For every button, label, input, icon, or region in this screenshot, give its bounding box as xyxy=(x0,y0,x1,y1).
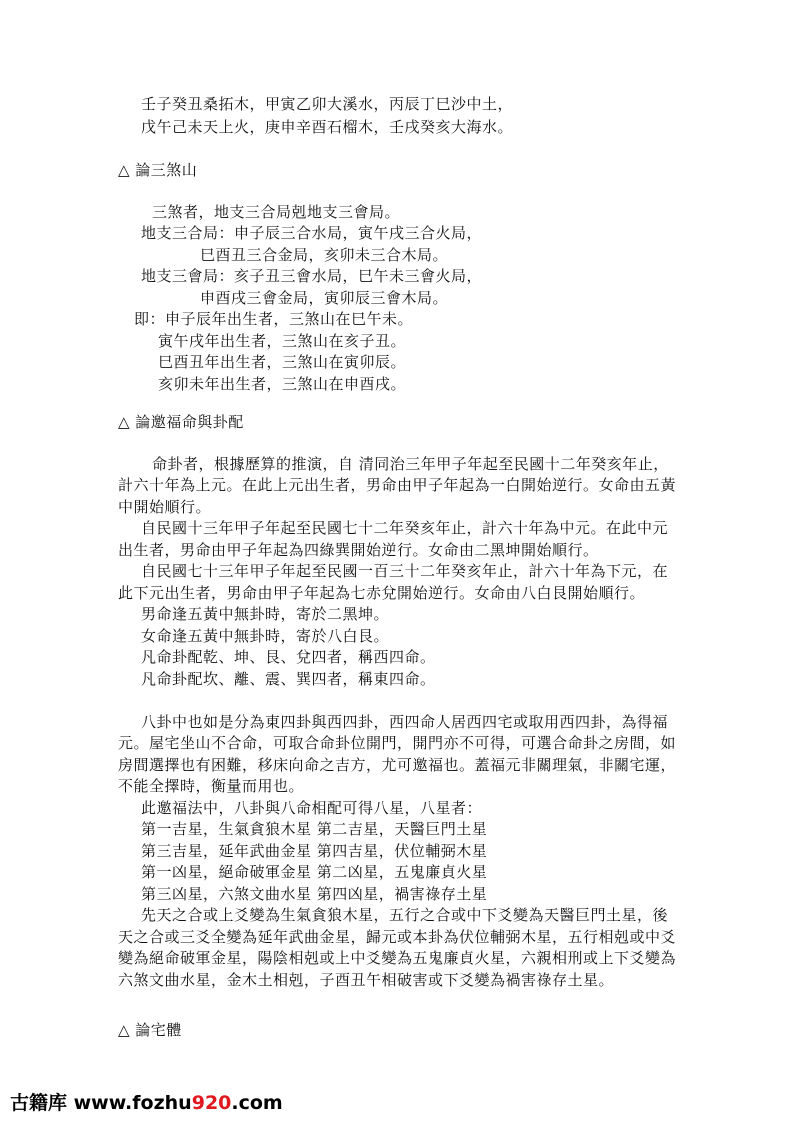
text-line: 六煞文曲水星，金木土相剋，子酉丑午相破害或下爻變為禍害祿存土星。 xyxy=(118,971,615,989)
text-line: 壬子癸丑桑拓木，甲寅乙卯大溪水，丙辰丁巳沙中土， xyxy=(141,95,514,113)
text-line: 此邀福法中，八卦與八命相配可得八星，八星者： xyxy=(141,799,483,817)
text-line: 地支三合局：申子辰三合水局，寅午戌三合火局， xyxy=(141,224,483,242)
text-line: 出生者，男命由甲子年起為四綠巽開始逆行。女命由二黑坤開始順行。 xyxy=(118,541,599,559)
text-line: 先天之合或上爻變為生氣貪狼木星，五行之合或中下爻變為天醫巨門土星，後 xyxy=(141,906,669,924)
site-watermark xyxy=(10,1088,283,1115)
text-line: 凡命卦配乾、坤、艮、兌四者，稱西四命。 xyxy=(141,648,436,666)
text-line: 此下元出生者，男命由甲子年起為七赤兌開始逆行。女命由八白艮開始順行。 xyxy=(118,584,646,602)
text-line: 申酉戌三會金局，寅卯辰三會木局。 xyxy=(200,289,449,307)
text-line: 亥卯未年出生者，三煞山在申酉戌。 xyxy=(158,375,407,393)
text-line: 變為絕命破軍金星，陽陰相剋或上中爻變為五鬼廉貞火星，六親相刑或上下爻變為 xyxy=(118,949,677,967)
text-line: 不能全擇時，衡量而用也。 xyxy=(118,777,305,795)
text-line: 巳酉丑年出生者，三煞山在寅卯辰。 xyxy=(158,353,407,371)
text-line: 自民國十三年甲子年起至民國七十二年癸亥年止，計六十年為中元。在此中元 xyxy=(141,519,669,537)
section-heading: △ 論三煞山 xyxy=(118,161,198,179)
watermark-number: 920 xyxy=(191,1092,232,1114)
text-line: 戊午己未天上火，庚申辛酉石榴木，壬戌癸亥大海水。 xyxy=(141,118,514,136)
watermark-brand: 古籍库 www.fozhu xyxy=(10,1092,192,1114)
text-line: 凡命卦配坎、離、震、巽四者，稱東四命。 xyxy=(141,670,436,688)
star-row: 第一凶星，絕命破軍金星 第二凶星，五鬼廉貞火星 xyxy=(141,863,488,881)
star-row: 第一吉星，生氣貪狼木星 第二吉星，天醫巨門土星 xyxy=(141,820,488,838)
text-line: 天之合或三爻全變為延年武曲金星，歸元或本卦為伏位輔弼木星，五行相剋或中爻 xyxy=(118,928,677,946)
text-line: 命卦者，根據歷算的推演，自 清同治三年甲子年起至民國十二年癸亥年止， xyxy=(152,455,669,473)
text-line: 三煞者，地支三合局剋地支三會局。 xyxy=(152,203,401,221)
text-line: 房間選擇也有困難，移床向命之吉方，尤可邀福也。蓋福元非關理氣，非關宅運， xyxy=(118,756,677,774)
text-line: 計六十年為上元。在此上元出生者，男命由甲子年起為一白開始逆行。女命由五黃 xyxy=(118,476,677,494)
text-line: 八卦中也如是分為東四卦與西四卦，西四命人居西四宅或取用西四卦，為得福 xyxy=(141,713,669,731)
text-line: 女命逢五黃中無卦時，寄於八白艮。 xyxy=(141,627,390,645)
text-line: 元。屋宅坐山不合命，可取合命卦位開門，開門亦不可得，可選合命卦之房間，如 xyxy=(118,734,677,752)
text-line: 男命逢五黃中無卦時，寄於二黑坤。 xyxy=(141,605,390,623)
text-line: 自民國七十三年甲子年起至民國一百三十二年癸亥年止，計六十年為下元，在 xyxy=(141,562,669,580)
star-row: 第三吉星，延年武曲金星 第四吉星，伏位輔弼木星 xyxy=(141,842,488,860)
star-row: 第三凶星，六煞文曲水星 第四凶星，禍害祿存土星 xyxy=(141,885,488,903)
text-line: 中開始順行。 xyxy=(118,498,212,516)
text-line: 地支三會局：亥子丑三會水局，巳午未三會火局， xyxy=(141,267,483,285)
text-line: 即：申子辰年出生者，三煞山在巳午未。 xyxy=(134,310,414,328)
section-heading: △ 論邀福命與卦配 xyxy=(118,413,244,431)
text-line: 寅午戌年出生者，三煞山在亥子丑。 xyxy=(158,332,407,350)
section-heading: △ 論宅體 xyxy=(118,1021,182,1039)
watermark-suffix: .com xyxy=(231,1092,283,1114)
text-line: 巳酉丑三合金局，亥卯未三合木局。 xyxy=(200,246,449,264)
